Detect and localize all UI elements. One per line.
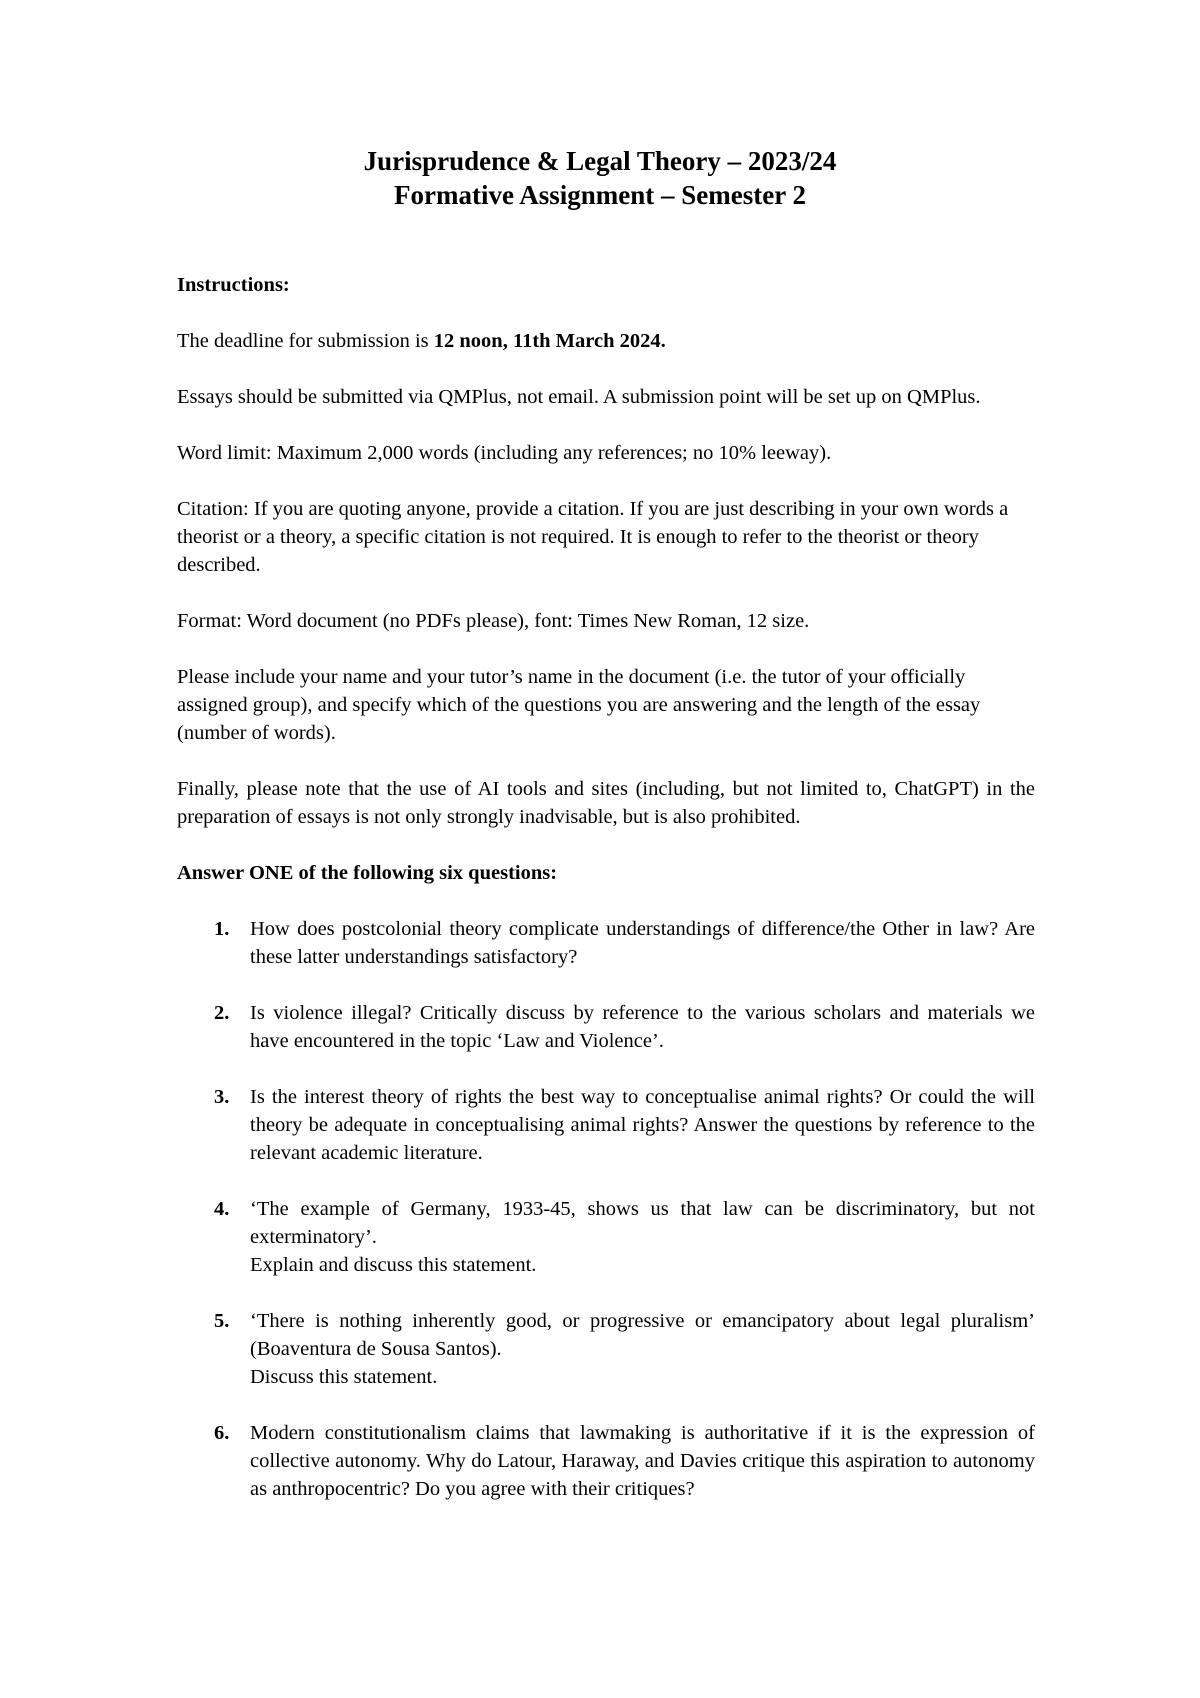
include-details-paragraph: Please include your name and your tutor’s name in the document (i.e. the tutor of your officially assigned group), and specify which of the questions you are answering and the length of the essay (number of words). (177, 666, 981, 744)
question-number: 2. (214, 1002, 230, 1024)
citation-paragraph: Citation: If you are quoting anyone, provide a citation. If you are just describing in your own words a theorist or a theory, a specific citation is not required. It is enough to refer to the theorist or theory described. (177, 498, 1009, 576)
question-text: Modern constitutionalism claims that lawmaking is authoritative if it is the expression of collective autonomy. Why do Latour, Haraway, and Davies critique this aspiration to autonomy as anthropocentric? Do you agree with their critiques? (250, 1422, 1035, 1500)
question-number: 3. (214, 1086, 230, 1108)
question-number: 6. (214, 1422, 230, 1444)
question-item-6 (177, 1419, 1035, 1503)
title-line-assignment: Formative Assignment – Semester 2 (394, 180, 806, 210)
question-number: 5. (214, 1310, 230, 1332)
deadline-prefix: The deadline for submission is (177, 330, 434, 352)
question-text: ‘The example of Germany, 1933-45, shows us that law can be discriminatory, but not exterminatory’. (250, 1198, 1035, 1248)
document-body (177, 271, 1035, 1531)
question-text: Is violence illegal? Critically discuss by reference to the various scholars and materials we have encountered in the topic ‘Law and Violence’. (250, 1002, 1035, 1052)
submission-paragraph: Essays should be submitted via QMPlus, not email. A submission point will be set up on QMPlus. (177, 386, 981, 408)
questions-list (177, 915, 1035, 1503)
word-limit-paragraph: Word limit: Maximum 2,000 words (including any references; no 10% leeway). (177, 442, 832, 464)
question-followup: Explain and discuss this statement. (250, 1254, 537, 1276)
question-text: How does postcolonial theory complicate understandings of difference/the Other in law? Are these latter understandings satisfactory? (250, 918, 1035, 968)
question-item-2 (177, 999, 1035, 1055)
title-line-course: Jurisprudence & Legal Theory – 2023/24 (363, 146, 837, 176)
questions-heading: Answer ONE of the following six questions: (177, 862, 558, 884)
question-text: Is the interest theory of rights the best way to conceptualise animal rights? Or could the will theory be adequate in conceptualising animal rights? Answer the questions by reference to the relevant academic literature. (250, 1086, 1035, 1164)
format-paragraph: Format: Word document (no PDFs please), font: Times New Roman, 12 size. (177, 610, 810, 632)
question-followup: Discuss this statement. (250, 1366, 438, 1388)
question-number: 4. (214, 1198, 230, 1220)
question-item-4 (177, 1195, 1035, 1279)
question-item-1 (177, 915, 1035, 971)
ai-policy-paragraph: Finally, please note that the use of AI tools and sites (including, but not limited to, ChatGPT) in the preparation of essays is not only strongly inadvisable, but is also prohibited. (177, 778, 1035, 828)
question-item-5 (177, 1307, 1035, 1391)
question-number: 1. (214, 918, 230, 940)
document-title (0, 144, 1200, 212)
deadline-paragraph (177, 327, 1035, 355)
deadline-value: 12 noon, 11th March 2024. (433, 330, 666, 352)
instructions-heading: Instructions: (177, 274, 290, 296)
question-item-3 (177, 1083, 1035, 1167)
question-text: ‘There is nothing inherently good, or progressive or emancipatory about legal pluralism’ (Boaventura de Sousa Santos). (250, 1310, 1035, 1360)
